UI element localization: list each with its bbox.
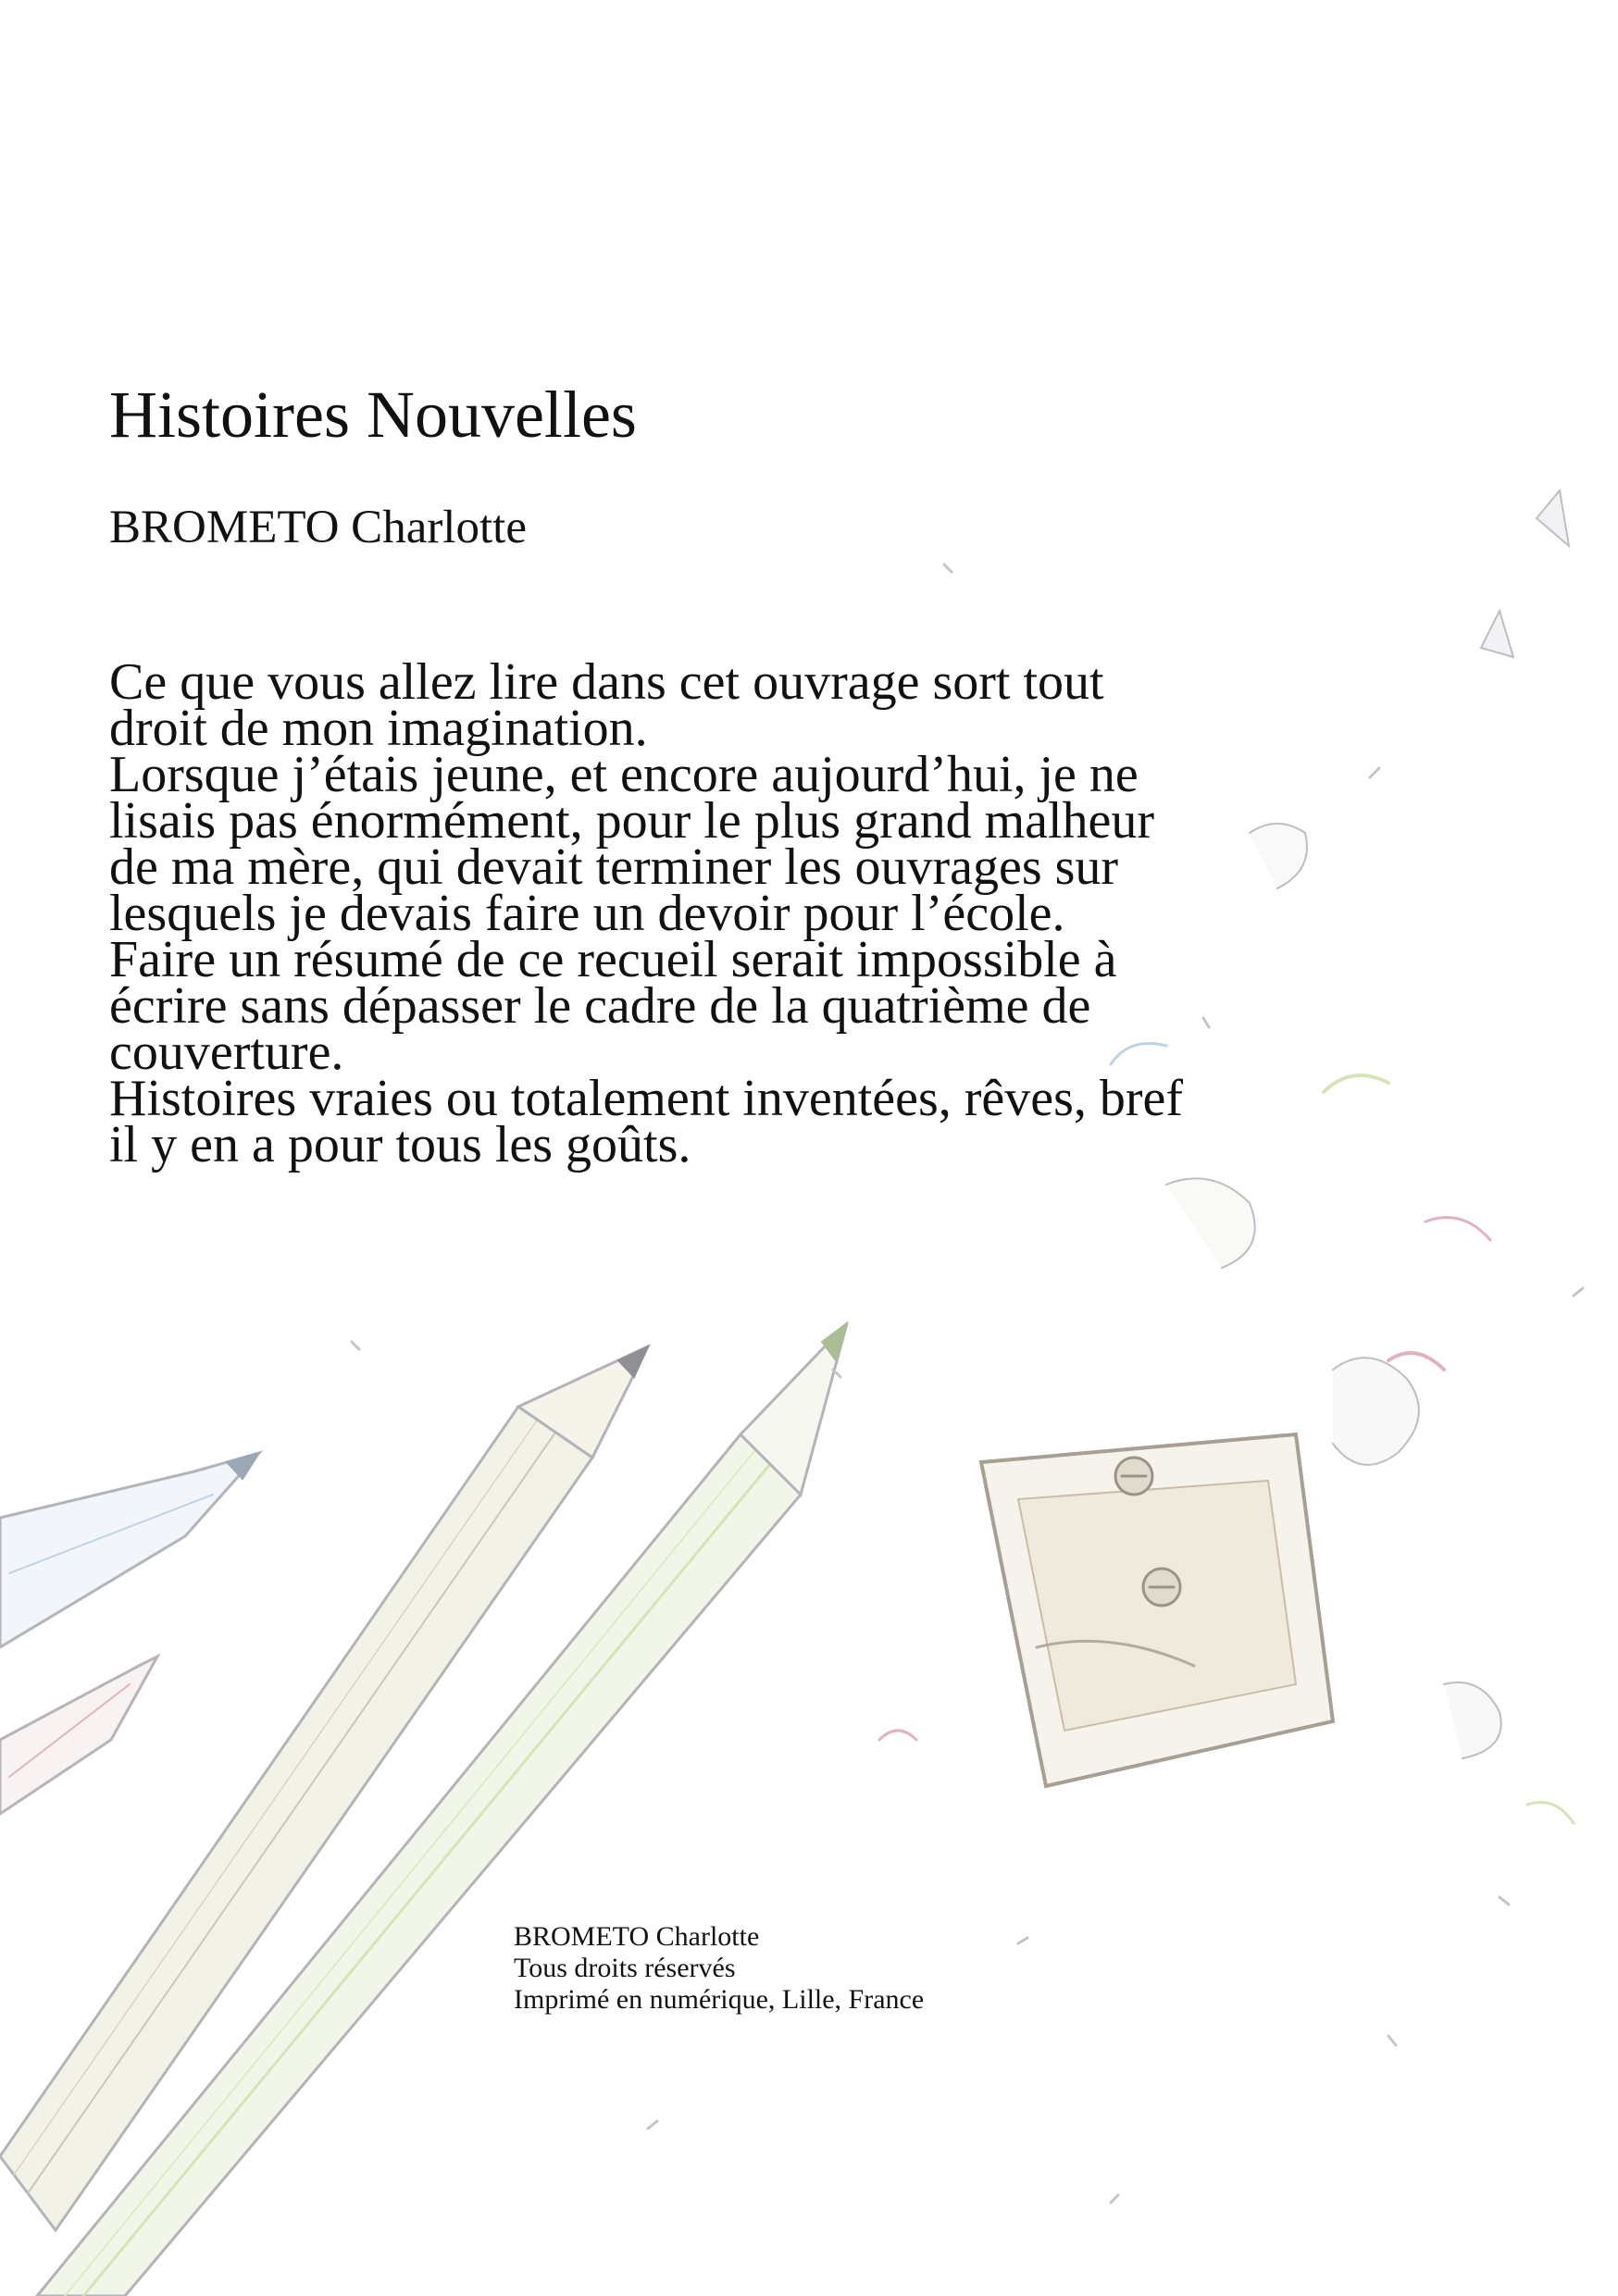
blurb-paragraph: Histoires vraies ou totalement inventées, rêves, bref il y en a pour tous les goûts. xyxy=(109,1070,1184,1173)
colophon-rights: Tous droits réservés xyxy=(514,1953,736,1983)
book-title: Histoires Nouvelles xyxy=(109,378,637,452)
colophon-printing: Imprimé en numérique, Lille, France xyxy=(514,1984,925,2015)
sharpener-illustration xyxy=(981,1434,1333,1786)
back-cover-blurb xyxy=(109,653,1201,1173)
colophon xyxy=(514,1921,924,2016)
author-name: BROMETO Charlotte xyxy=(109,502,527,553)
blurb-paragraph: Ce que vous allez lire dans cet ouvrage sort tout droit de mon imagination. xyxy=(109,653,1104,757)
colophon-author: BROMETO Charlotte xyxy=(514,1921,760,1952)
pencil-illustration-blue xyxy=(0,1453,259,1647)
blurb-paragraph: Faire un résumé de ce recueil serait impossible à écrire sans dépasser le cadre de la quatrième de couverture. xyxy=(109,931,1117,1081)
pencil-illustration-red xyxy=(0,1657,157,1814)
blurb-paragraph: Lorsque j’étais jeune, et encore aujourd’hui, je ne lisais pas énormément, pour le plus grand malheur de ma mère, qui devait terminer les ouvrages sur lesquels je devais faire un devoir pour l’école. xyxy=(109,746,1155,942)
pencil-illustration-green xyxy=(37,1323,847,2296)
